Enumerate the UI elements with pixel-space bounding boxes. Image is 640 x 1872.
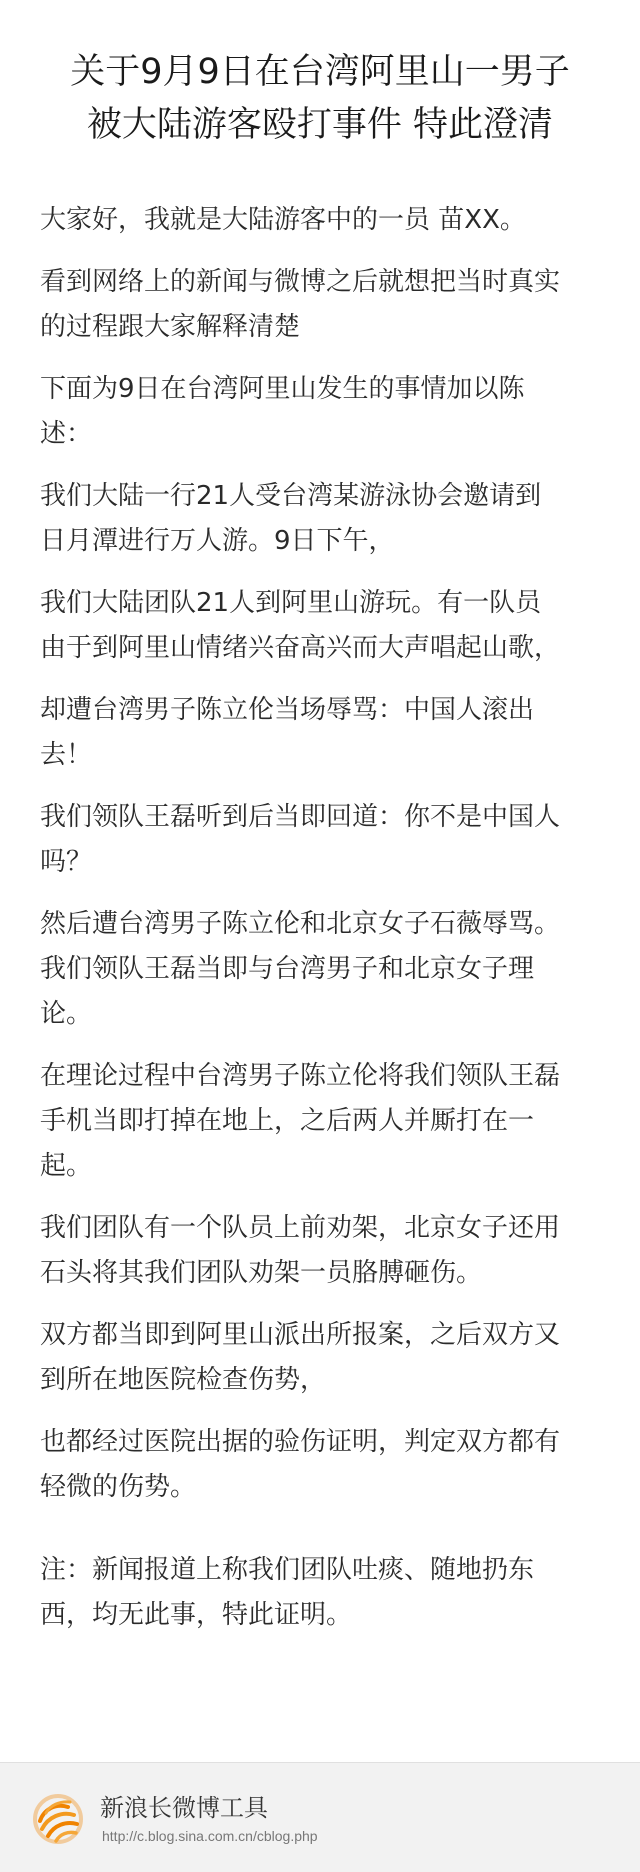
paragraph-line: 却遭台湾男子陈立伦当场辱骂：中国人滚出: [40, 695, 535, 725]
paragraph-line: 日月潭进行万人游。9日下午，: [40, 526, 395, 556]
paragraph-line: 吗？: [40, 847, 93, 877]
paragraph: [40, 198, 600, 243]
paragraph: [40, 902, 600, 1037]
paragraph-line: 我们大陆一行21人受台湾某游泳协会邀请到: [40, 481, 542, 511]
paragraph-line: 轻微的伤势。: [40, 1472, 197, 1502]
paragraph-line: 我们大陆团队21人到阿里山游玩。有一队员: [40, 588, 542, 618]
paragraph-line: 双方都当即到阿里山派出所报案，之后双方又: [40, 1320, 561, 1350]
paragraph-line: 的过程跟大家解释清楚: [40, 312, 301, 342]
paragraph-line: 也都经过医院出据的验伤证明，判定双方都有: [40, 1427, 561, 1457]
paragraph-line: 我们领队王磊听到后当即回道：你不是中国人: [40, 802, 561, 832]
paragraph-line: 大家好，我就是大陆游客中的一员 苗XX。: [40, 205, 526, 235]
footer-url[interactable]: http://c.blog.sina.com.cn/cblog.php: [102, 1828, 318, 1844]
paragraph: [40, 367, 600, 457]
paragraph-line: 由于到阿里山情绪兴奋高兴而大声唱起山歌，: [40, 633, 561, 663]
title-line: 关于9月9日在台湾阿里山一男子: [70, 52, 570, 92]
paragraph-line: 起。: [40, 1151, 93, 1181]
paragraph: [40, 795, 600, 885]
paragraph-line: 看到网络上的新闻与微博之后就想把当时真实: [40, 267, 561, 297]
paragraph: [40, 1054, 600, 1189]
paragraph-line: 在理论过程中台湾男子陈立伦将我们领队王磊: [40, 1061, 561, 1091]
title-line: 被大陆游客殴打事件 特此澄清: [86, 105, 554, 145]
paragraph: [40, 688, 600, 778]
logo-strokes: [35, 1796, 81, 1842]
note-line: 注：新闻报道上称我们团队吐痰、随地扔东: [40, 1555, 535, 1585]
paragraph: [40, 1313, 600, 1403]
paragraph: [40, 1420, 600, 1510]
paragraph: [40, 474, 600, 564]
paragraph-line: 下面为9日在台湾阿里山发生的事情加以陈: [40, 374, 525, 404]
note-paragraph: [40, 1548, 600, 1638]
paragraph: [40, 581, 600, 671]
article-title: [0, 0, 640, 152]
article-body: [0, 152, 640, 1638]
footer-brand: 新浪长微博工具: [100, 1794, 268, 1822]
paragraph-line: 论。: [40, 999, 93, 1029]
note-line: 西，均无此事，特此证明。: [40, 1600, 353, 1630]
paragraph: [40, 260, 600, 350]
footer-bar: [0, 1762, 640, 1872]
paragraph-line: 石头将其我们团队劝架一员胳膊砸伤。: [40, 1258, 483, 1288]
paragraph-line: 述：: [40, 419, 93, 449]
paragraph-line: 然后遭台湾男子陈立伦和北京女子石薇辱骂。: [40, 909, 561, 939]
paragraph-line: 手机当即打掉在地上，之后两人并厮打在一: [40, 1106, 535, 1136]
paragraph-line: 我们领队王磊当即与台湾男子和北京女子理: [40, 954, 535, 984]
paragraph-line: 去！: [40, 740, 93, 770]
paragraph: [40, 1206, 600, 1296]
paragraph-line: 我们团队有一个队员上前劝架，北京女子还用: [40, 1213, 561, 1243]
paragraph-line: 到所在地医院检查伤势，: [40, 1365, 327, 1395]
sina-weibo-logo-icon: [30, 1791, 86, 1847]
